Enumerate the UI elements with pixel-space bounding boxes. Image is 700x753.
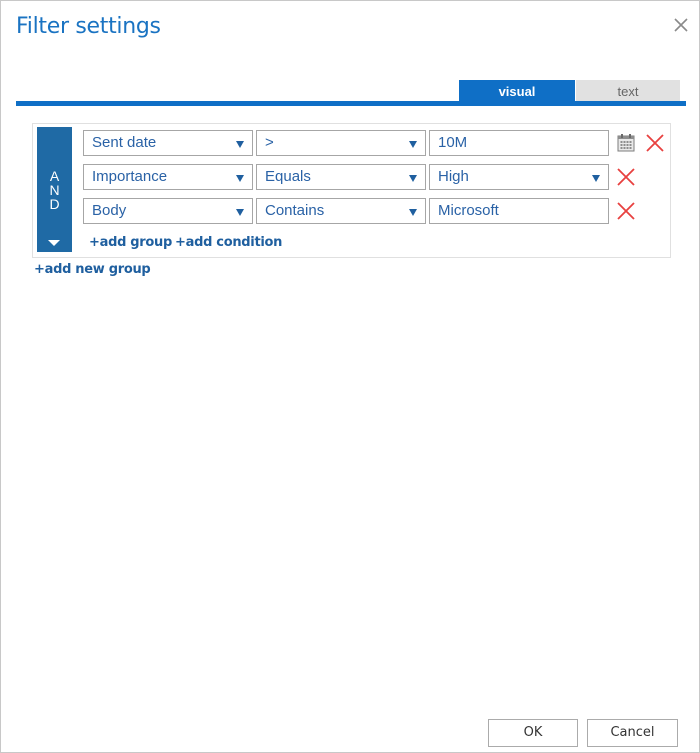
chevron-down-icon[interactable] (48, 240, 60, 246)
condition-field-value: Body (92, 202, 127, 219)
dropdown-arrow-icon (592, 175, 600, 182)
delete-condition-icon[interactable] (615, 166, 637, 193)
filter-group (32, 123, 671, 258)
dropdown-arrow-icon (236, 209, 244, 216)
tab-visual[interactable]: visual (459, 80, 575, 101)
group-operator-label (37, 169, 72, 211)
operator-letter: N (49, 182, 60, 198)
condition-value-input[interactable] (429, 198, 609, 224)
condition-field-select[interactable] (83, 198, 253, 224)
condition-value-input[interactable] (429, 130, 609, 156)
add-group-link[interactable]: +add group (89, 235, 173, 250)
delete-condition-icon[interactable] (615, 200, 637, 227)
add-new-group-link[interactable]: +add new group (34, 262, 151, 277)
cancel-button[interactable]: Cancel (587, 719, 678, 747)
close-icon[interactable] (673, 17, 689, 33)
operator-letter: A (49, 168, 60, 184)
operator-letter: D (49, 196, 60, 212)
condition-operator-select[interactable] (256, 130, 426, 156)
condition-operator-value: > (265, 134, 274, 151)
delete-condition-icon[interactable] (644, 132, 666, 159)
ok-button[interactable]: OK (488, 719, 578, 747)
condition-operator-value: Contains (265, 202, 325, 219)
condition-field-value: Importance (92, 168, 168, 185)
condition-value-text: 10M (438, 134, 468, 151)
dropdown-arrow-icon (236, 175, 244, 182)
tab-text[interactable]: text (576, 80, 680, 101)
condition-value-text: High (438, 168, 469, 185)
condition-field-select[interactable] (83, 130, 253, 156)
condition-value-select[interactable] (429, 164, 609, 190)
condition-field-value: Sent date (92, 134, 157, 151)
dropdown-arrow-icon (409, 209, 417, 216)
condition-operator-value: Equals (265, 168, 311, 185)
dialog-title: Filter settings (16, 14, 161, 39)
dropdown-arrow-icon (409, 141, 417, 148)
condition-operator-select[interactable] (256, 198, 426, 224)
group-operator-toggle[interactable] (37, 127, 72, 252)
calendar-icon[interactable] (616, 132, 636, 157)
tabs-underline (16, 101, 686, 106)
condition-field-select[interactable] (83, 164, 253, 190)
condition-operator-select[interactable] (256, 164, 426, 190)
add-condition-link[interactable]: +add condition (175, 235, 283, 250)
dropdown-arrow-icon (409, 175, 417, 182)
condition-value-text: Microsoft (438, 202, 499, 219)
dropdown-arrow-icon (236, 141, 244, 148)
